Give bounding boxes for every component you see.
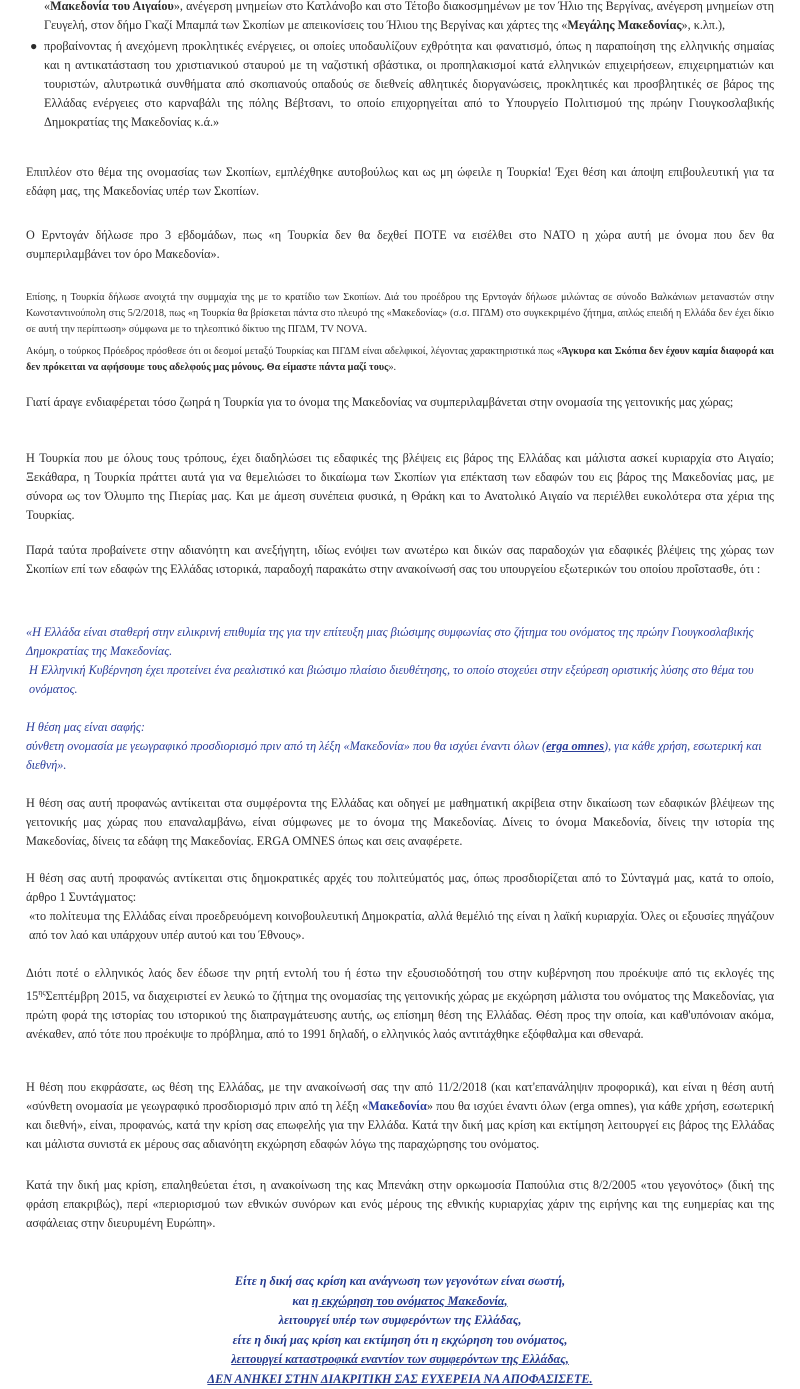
paragraph-express: Η θέση που εκφράσατε, ως θέση της Ελλάδας, με την ανακοίνωσή σας την από 11/2/2018 (και κατ'επανάληψιν προφορικά), και είναι η θέση αυτή «σύνθετη ονομασία με γεωγραφικό προσδιορισμό πριν από τη λέξη «Μακεδονία» που θα ισχύει έναντι όλων (erga omnes), για κάθε χρήση, εσωτερική και διεθνή», είναι, προφανώς, κατά την κρίση σας επωφελής για την Ελλάδα. Κατά την δική μας κρίση και εκτίμηση λειτουργεί εις βάρος της Ελλάδας και μάλιστα συνιστά εκ μέρους σας αδιανόητη εκχώρηση εδαφών λόγω της παραχώρησης του ονόματος. [26,1078,774,1154]
paragraph-bakoyanni: Κατά την δική μας κρίση, επαληθεύεται έτσι, η ανακοίνωση της κας Μπενάκη στην ορκωμοσία Παπούλια στις 8/2/2005 «του γεγονότος» (δική της φράση επακριβώς), περί «περιορισμού των εθνικών συνόρων και ενός μέρους της εθνικής κυριαρχίας χάριν της ειρήνης και της ευημερίας και της ασφάλειας στην διευρυμένη Ευρώπη». [26,1176,774,1233]
paragraph-never: Διότι ποτέ ο ελληνικός λαός δεν έδωσε την ρητή εντολή του ή έστω την εξουσιοδότησή του στην κυβέρνηση που προέκυψε από τις εκλογές της $15^{\eta\varsigma}\Sigma\varepsilon\pi\tau έ\mu\beta\rho\eta$ 2015, να διαχειριστεί εν λευκώ το ζήτημα της ονομασίας της γειτονικής χώρας με εκχώρηση μάλιστα του ονόματος της Μακεδονίας, για πρώτη φορά της ιστορίας του ιστορικού της διαπραγμάτευσης αυτής, ως επίσημη θέση της Ελλάδας. Θέση προς την οποία, και καθ'υπόνοιαν ακόμα, ανέκαθεν, από τότε που προέκυψε το πρόβλημα, από το 1991 δηλαδή, ο ελληνικός λαός αντιτάχθηκε εξόφθαλμα και σθεναρά. [26,964,774,1044]
paragraph-position2: Η θέση σας αυτή προφανώς αντίκειται στις δημοκρατικές αρχές του πολιτεύματός μας, όπως προσδιορίζεται από το Σύνταγμά μας, κατά το οποίο, άρθρο 1 Συντάγματος: «το πολίτευμα της Ελλάδας είναι προεδρευόμενη κοινοβουλευτική Δημοκρατία, αλλά θεμέλιό της είναι η λαϊκή κυριαρχία. Όλες οι εξουσίες πηγάζουν από τον λαό και υπάρχουν υπέρ αυτού και του Έθνους». [26,869,774,945]
quote-line: Η θέση μας είναι σαφής: [26,718,774,737]
paragraph-alliance: Επίσης, η Τουρκία δήλωσε ανοιχτά την συμμαχία της με το κρατίδιο των Σκοπίων. Διά του προέδρου της Ερντογάν δήλωσε μιλώντας σε σύνοδο Βαλκάνιων μεταναστών στην Κωνσταντινούπολη στις 5/2/2018, πως «η Τουρκία θα βρίσκεται πάντα στο πλευρό της «Μακεδονίας» (σ.σ. ΠΓΔΜ) στο συγκεκριμένο ζήτημα, απλώς επειδή η Ελλάδα δεν έχει δίκιο σε αυτή την περίπτωση» σύμφωνα με το τηλεοπτικό δίκτυο της ΠΓΔΜ, TV NOVA. [26,290,774,338]
closing-line: λειτουργεί καταστροφικά εναντίον των συμφερόντων της Ελλάδας, [26,1350,774,1370]
closing-statement [26,1272,774,1389]
closing-line: και η εκχώρηση του ονόματος Μακεδονία, [26,1292,774,1312]
paragraph-despite: Παρά ταύτα προβαίνετε στην αδιανόητη και ανεξήγητη, ιδίως ενόψει των ανωτέρω και δικών σας παραδοχών για εδαφικές βλέψεις της χώρας των Σκοπίων επί των εδαφών της Ελλάδας ιστορικά, παραδοχή παρακάτω στην ανακοίνωσή σας του υπουργείου εξωτερικών του οποίου προΐστασθε, ότι : [26,541,774,579]
quote-line: «Η Ελλάδα είναι σταθερή στην ειλικρινή επιθυμία της για την επίτευξη μιας βιώσιμης συμφωνίας στο ζήτημα του ονόματος της πρώην Γιουγκοσλαβικής Δημοκρατίας της Μακεδονίας. [26,623,774,661]
list-item: «Μακεδονία του Αιγαίου», ανέγερση μνημείων στο Κατλάνοβο και στο Τέτοβο διακοσμημένων με τον Ήλιο της Βεργίνας, ανέγερση μνημείων στη Γευγελή, στον δήμο Γκαζί Μπαμπά των Σκοπίων με απεικονίσεις του Ήλιου της Βεργίνας και χάρτες της «Μεγάλης Μακεδονίας», κ.λπ.), [44,0,774,35]
quote-line: Η Ελληνική Κυβέρνηση έχει προτείνει ένα ρεαλιστικό και βιώσιμο πλαίσιο διευθέτησης, το οποίο στοχεύει στην εξεύρεση οριστικής λύσης στο θέμα του ονόματος. [26,661,774,699]
closing-line: είτε η δική μας κρίση και εκτίμηση ότι η εκχώρηση του ονόματος, [26,1331,774,1351]
bullet-icon: ● [30,37,37,56]
paragraph-position1: Η θέση σας αυτή προφανώς αντίκειται στα συμφέροντα της Ελλάδας και οδηγεί με μαθηματική ακρίβεια στην δικαίωση των εδαφικών βλέψεων της γειτονικής μας χώρας που επαναλαμβάνω, είναι σύμφωνες με το όνομα της Μακεδονίας. Δίνεις το όνομα Μακεδονία, δίνεις την ιστορία της Μακεδονίας, δίνεις τα εδάφη της Μακεδονίας. ERGA OMNES όπως και σεις αναφέρετε. [26,794,774,851]
closing-line: λειτουργεί υπέρ των συμφερόντων της Ελλάδας, [26,1311,774,1331]
paragraph-aegean: Η Τουρκία που με όλους τους τρόπους, έχει διαδηλώσει τις εδαφικές της βλέψεις εις βάρος της Ελλάδας και μάλιστα ασκεί κυριαρχία στο Αιγαίο; Ξεκάθαρα, η Τουρκία πράττει αυτά για να θεμελιώσει το δικαίωμα των Σκοπίων για επέκταση των εδαφών του εις βάρος της Μακεδονίας μας, με σύνορα ως τον Όλυμπο της Πιερίας μας. Και με άμεση συνέπεια φυσικά, η Θράκη και το Ανατολικό Αιγαίο να περιέλθει ευκολότερα στα χέρια της Τουρκίας. [26,449,774,525]
bullet-list [26,0,774,132]
paragraph-brothers: Ακόμη, ο τούρκος Πρόεδρος πρόσθεσε ότι οι δεσμοί μεταξύ Τουρκίας και ΠΓΔΜ είναι αδελφικοί, λέγοντας χαρακτηριστικά πως «Άγκυρα και Σκόπια δεν έχουν καμία διαφορά και δεν πρόκειται να αφήσουμε τους αδελφούς μας μόνους. Θα είμαστε πάντα μαζί τους». [26,344,774,376]
closing-line: ΔΕΝ ΑΝΗΚΕΙ ΣΤΗΝ ΔΙΑΚΡΙΤΙΚΗ ΣΑΣ ΕΥΧΕΡΕΙΑ ΝΑ ΑΠΟΦΑΣΙΣΕΤΕ. [26,1370,774,1389]
quote-line: σύνθετη ονομασία με γεωγραφικό προσδιορισμό πριν από τη λέξη «Μακεδονία» που θα ισχύει έναντι όλων (erga omnes), για κάθε χρήση, εσωτερική και διεθνή». [26,737,774,775]
paragraph-why: Γιατί άραγε ενδιαφέρεται τόσο ζωηρά η Τουρκία για το όνομα της Μακεδονίας να συμπεριλαμβάνεται στην ονομασία της γειτονικής μας χώρας; [26,393,774,412]
paragraph-turkey: Επιπλέον στο θέμα της ονομασίας των Σκοπίων, εμπλέχθηκε αυτοβούλως και ως μη ώφειλε η Τουρκία! Έχει θέση και άποψη επιβουλευτική για τα εδάφη μας, της Μακεδονίας υπέρ των Σκοπίων. [26,163,774,201]
ministry-quote [26,623,774,775]
closing-line: Είτε η δική σας κρίση και ανάγνωση των γεγονότων είναι σωστή, [26,1272,774,1292]
list-item: ● προβαίνοντας ή ανεχόμενη προκλητικές ενέργειες, οι οποίες υποδαυλίζουν εχθρότητα και φανατισμό, όπως η παραποίηση της ελληνικής σημαίας και η αντικατάσταση του χριστιανικού σταυρού με τη ναζιστική σβάστικα, οι προπηλακισμοί κατά ελληνικών επιχειρήσεων, επιχειρηματιών και τουριστών, αλυτρωτικά συνθήματα από σκοπιανούς οπαδούς σε διεθνείς αθλητικές διοργανώσεις, προκλητικές και προσβλητικές σε βάρος της Ελλάδας ενέργειες στο καρναβάλι της πόλης Βέβτσανι, το οποίο επιχορηγείται από το Υπουργείο Πολιτισμού της πρώην Γιουγκοσλαβικής Δημοκρατίας της Μακεδονίας κ.ά.» [44,37,774,132]
paragraph-erdogan: Ο Ερντογάν δήλωσε προ 3 εβδομάδων, πως «η Τουρκία δεν θα δεχθεί ΠΟΤΕ να εισέλθει στο ΝΑΤΟ η χώρα αυτή με όνομα που δεν θα συμπεριλαμβάνει τον όρο Μακεδονία». [26,226,774,264]
